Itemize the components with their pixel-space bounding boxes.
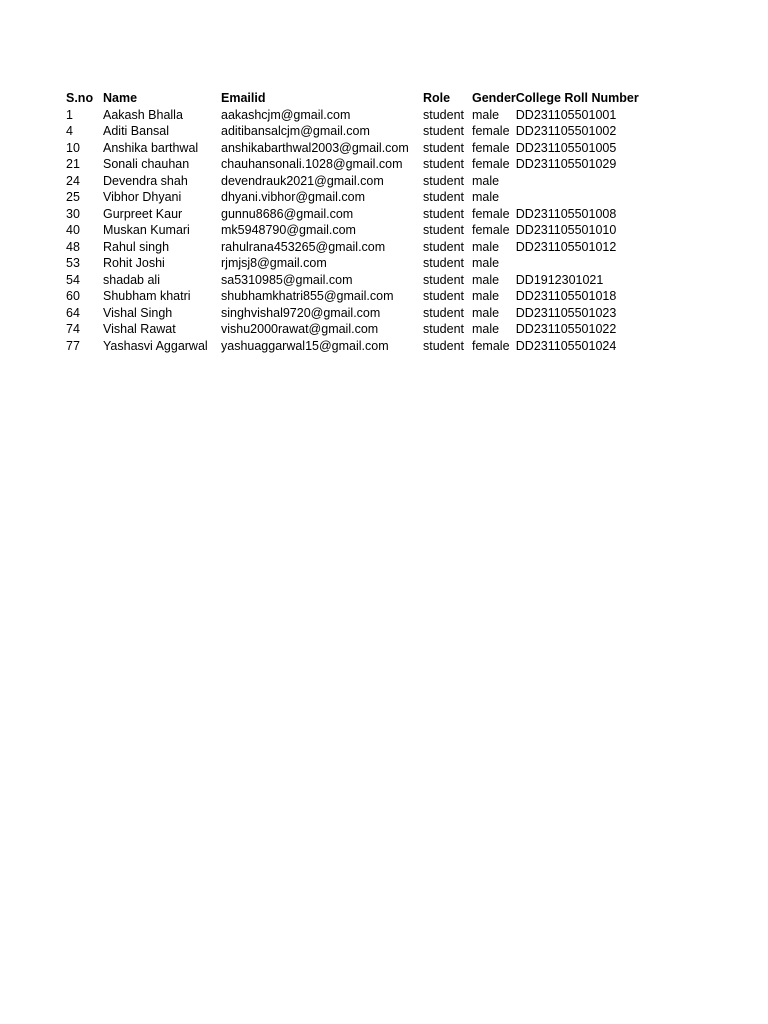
header-roll-number: College Roll Number [515, 91, 639, 105]
cell-role: student [423, 206, 465, 221]
table-row [66, 239, 646, 256]
header-name: Name [103, 91, 138, 105]
cell-email: sa5310985@gmail.com [221, 272, 353, 287]
cell-roll-number: DD1912301021 [515, 272, 604, 287]
table-row [66, 107, 646, 124]
cell-email: gunnu8686@gmail.com [221, 206, 354, 221]
cell-name: Sonali chauhan [103, 157, 190, 171]
cell-email: yashuaggarwal15@gmail.com [221, 338, 389, 353]
cell-roll-number: DD231105501001 [515, 107, 617, 122]
cell-name: Muskan Kumari [103, 223, 190, 237]
cell-role: student [423, 256, 465, 270]
cell-name: Rohit Joshi [103, 256, 165, 270]
cell-email: aakashcjm@gmail.com [221, 107, 351, 122]
cell-gender: male [472, 190, 500, 204]
table-row [66, 288, 646, 305]
header-gender: Gender [472, 91, 516, 105]
cell-sno: 53 [66, 256, 80, 270]
cell-gender: male [472, 305, 500, 320]
cell-role: student [423, 124, 465, 138]
cell-roll-number: DD231105501008 [515, 206, 617, 221]
cell-name: Rahul singh [103, 239, 170, 254]
cell-sno: 1 [66, 107, 73, 122]
cell-roll-number [516, 173, 646, 190]
cell-sno: 4 [66, 124, 73, 138]
cell-email: mk5948790@gmail.com [221, 223, 356, 237]
cell-sno: 77 [66, 338, 80, 353]
cell-sno: 25 [66, 190, 80, 204]
cell-sno: 40 [66, 223, 80, 237]
cell-roll-number: DD231105501005 [515, 140, 617, 155]
cell-sno: 60 [66, 289, 80, 303]
cell-gender: female [472, 223, 510, 237]
cell-name: Aditi Bansal [103, 124, 170, 138]
cell-sno: 48 [66, 239, 80, 254]
cell-role: student [423, 289, 465, 303]
table-row [66, 156, 646, 173]
cell-roll-number: DD231105501022 [515, 322, 617, 336]
cell-gender: male [472, 272, 500, 287]
cell-gender: male [472, 239, 500, 254]
cell-email: rahulrana453265@gmail.com [221, 239, 386, 254]
header-role: Role [423, 91, 451, 105]
cell-gender: female [472, 338, 510, 353]
cell-role: student [423, 239, 465, 254]
cell-roll-number: DD231105501012 [515, 239, 617, 254]
cell-gender: male [472, 107, 500, 122]
cell-role: student [423, 305, 465, 320]
table-row [66, 222, 646, 239]
table-header [66, 90, 646, 107]
cell-name: Devendra shah [103, 173, 188, 188]
cell-gender: male [472, 256, 500, 270]
cell-email: aditibansalcjm@gmail.com [221, 124, 370, 138]
cell-email: shubhamkhatri855@gmail.com [221, 289, 394, 303]
cell-email: chauhansonali.1028@gmail.com [221, 157, 403, 171]
cell-role: student [423, 107, 465, 122]
cell-role: student [423, 173, 465, 188]
cell-email: anshikabarthwal2003@gmail.com [221, 140, 409, 155]
cell-name: Aakash Bhalla [103, 107, 183, 122]
cell-sno: 74 [66, 322, 80, 336]
cell-name: shadab ali [103, 272, 160, 287]
header-email: Emailid [221, 91, 266, 105]
cell-role: student [423, 338, 465, 353]
table-row [66, 321, 646, 338]
cell-sno: 30 [66, 206, 80, 221]
table-row [66, 206, 646, 223]
cell-role: student [423, 322, 465, 336]
cell-email: singhvishal9720@gmail.com [221, 305, 381, 320]
cell-name: Vishal Singh [103, 305, 173, 320]
cell-email: vishu2000rawat@gmail.com [221, 322, 379, 336]
cell-roll-number [516, 189, 646, 206]
cell-email: rjmjsj8@gmail.com [221, 256, 327, 270]
cell-roll-number: DD231105501023 [515, 305, 617, 320]
table-row [66, 272, 646, 289]
cell-name: Vishal Rawat [103, 322, 176, 336]
cell-roll-number: DD231105501024 [515, 338, 617, 353]
header-sno: S.no [66, 91, 94, 105]
cell-role: student [423, 223, 465, 237]
cell-roll-number [516, 255, 646, 272]
cell-gender: male [472, 322, 500, 336]
table-body [66, 107, 646, 355]
cell-roll-number: DD231105501018 [515, 289, 617, 303]
cell-role: student [423, 140, 465, 155]
cell-sno: 21 [66, 157, 80, 171]
cell-gender: female [472, 124, 510, 138]
cell-gender: male [472, 173, 500, 188]
cell-gender: male [472, 289, 500, 303]
cell-sno: 54 [66, 272, 80, 287]
table-row [66, 189, 646, 206]
cell-sno: 64 [66, 305, 80, 320]
cell-sno: 24 [66, 173, 80, 188]
cell-roll-number: DD231105501002 [515, 124, 617, 138]
cell-gender: female [472, 206, 510, 221]
cell-name: Shubham khatri [103, 289, 191, 303]
cell-name: Gurpreet Kaur [103, 206, 183, 221]
student-table [66, 90, 646, 354]
cell-gender: female [472, 157, 510, 171]
cell-sno: 10 [66, 140, 80, 155]
cell-name: Anshika barthwal [103, 140, 199, 155]
cell-email: dhyani.vibhor@gmail.com [221, 190, 366, 204]
table-row [66, 305, 646, 322]
cell-email: devendrauk2021@gmail.com [221, 173, 384, 188]
table-row [66, 255, 646, 272]
table-row [66, 338, 646, 355]
cell-role: student [423, 157, 465, 171]
table-row [66, 173, 646, 190]
cell-name: Yashasvi Aggarwal [103, 338, 208, 353]
cell-roll-number: DD231105501010 [515, 223, 617, 237]
cell-roll-number: DD231105501029 [515, 157, 617, 171]
cell-role: student [423, 272, 465, 287]
cell-role: student [423, 190, 465, 204]
cell-name: Vibhor Dhyani [103, 190, 182, 204]
table-row [66, 140, 646, 157]
table-row [66, 123, 646, 140]
cell-gender: female [472, 140, 510, 155]
header-row [66, 90, 646, 107]
